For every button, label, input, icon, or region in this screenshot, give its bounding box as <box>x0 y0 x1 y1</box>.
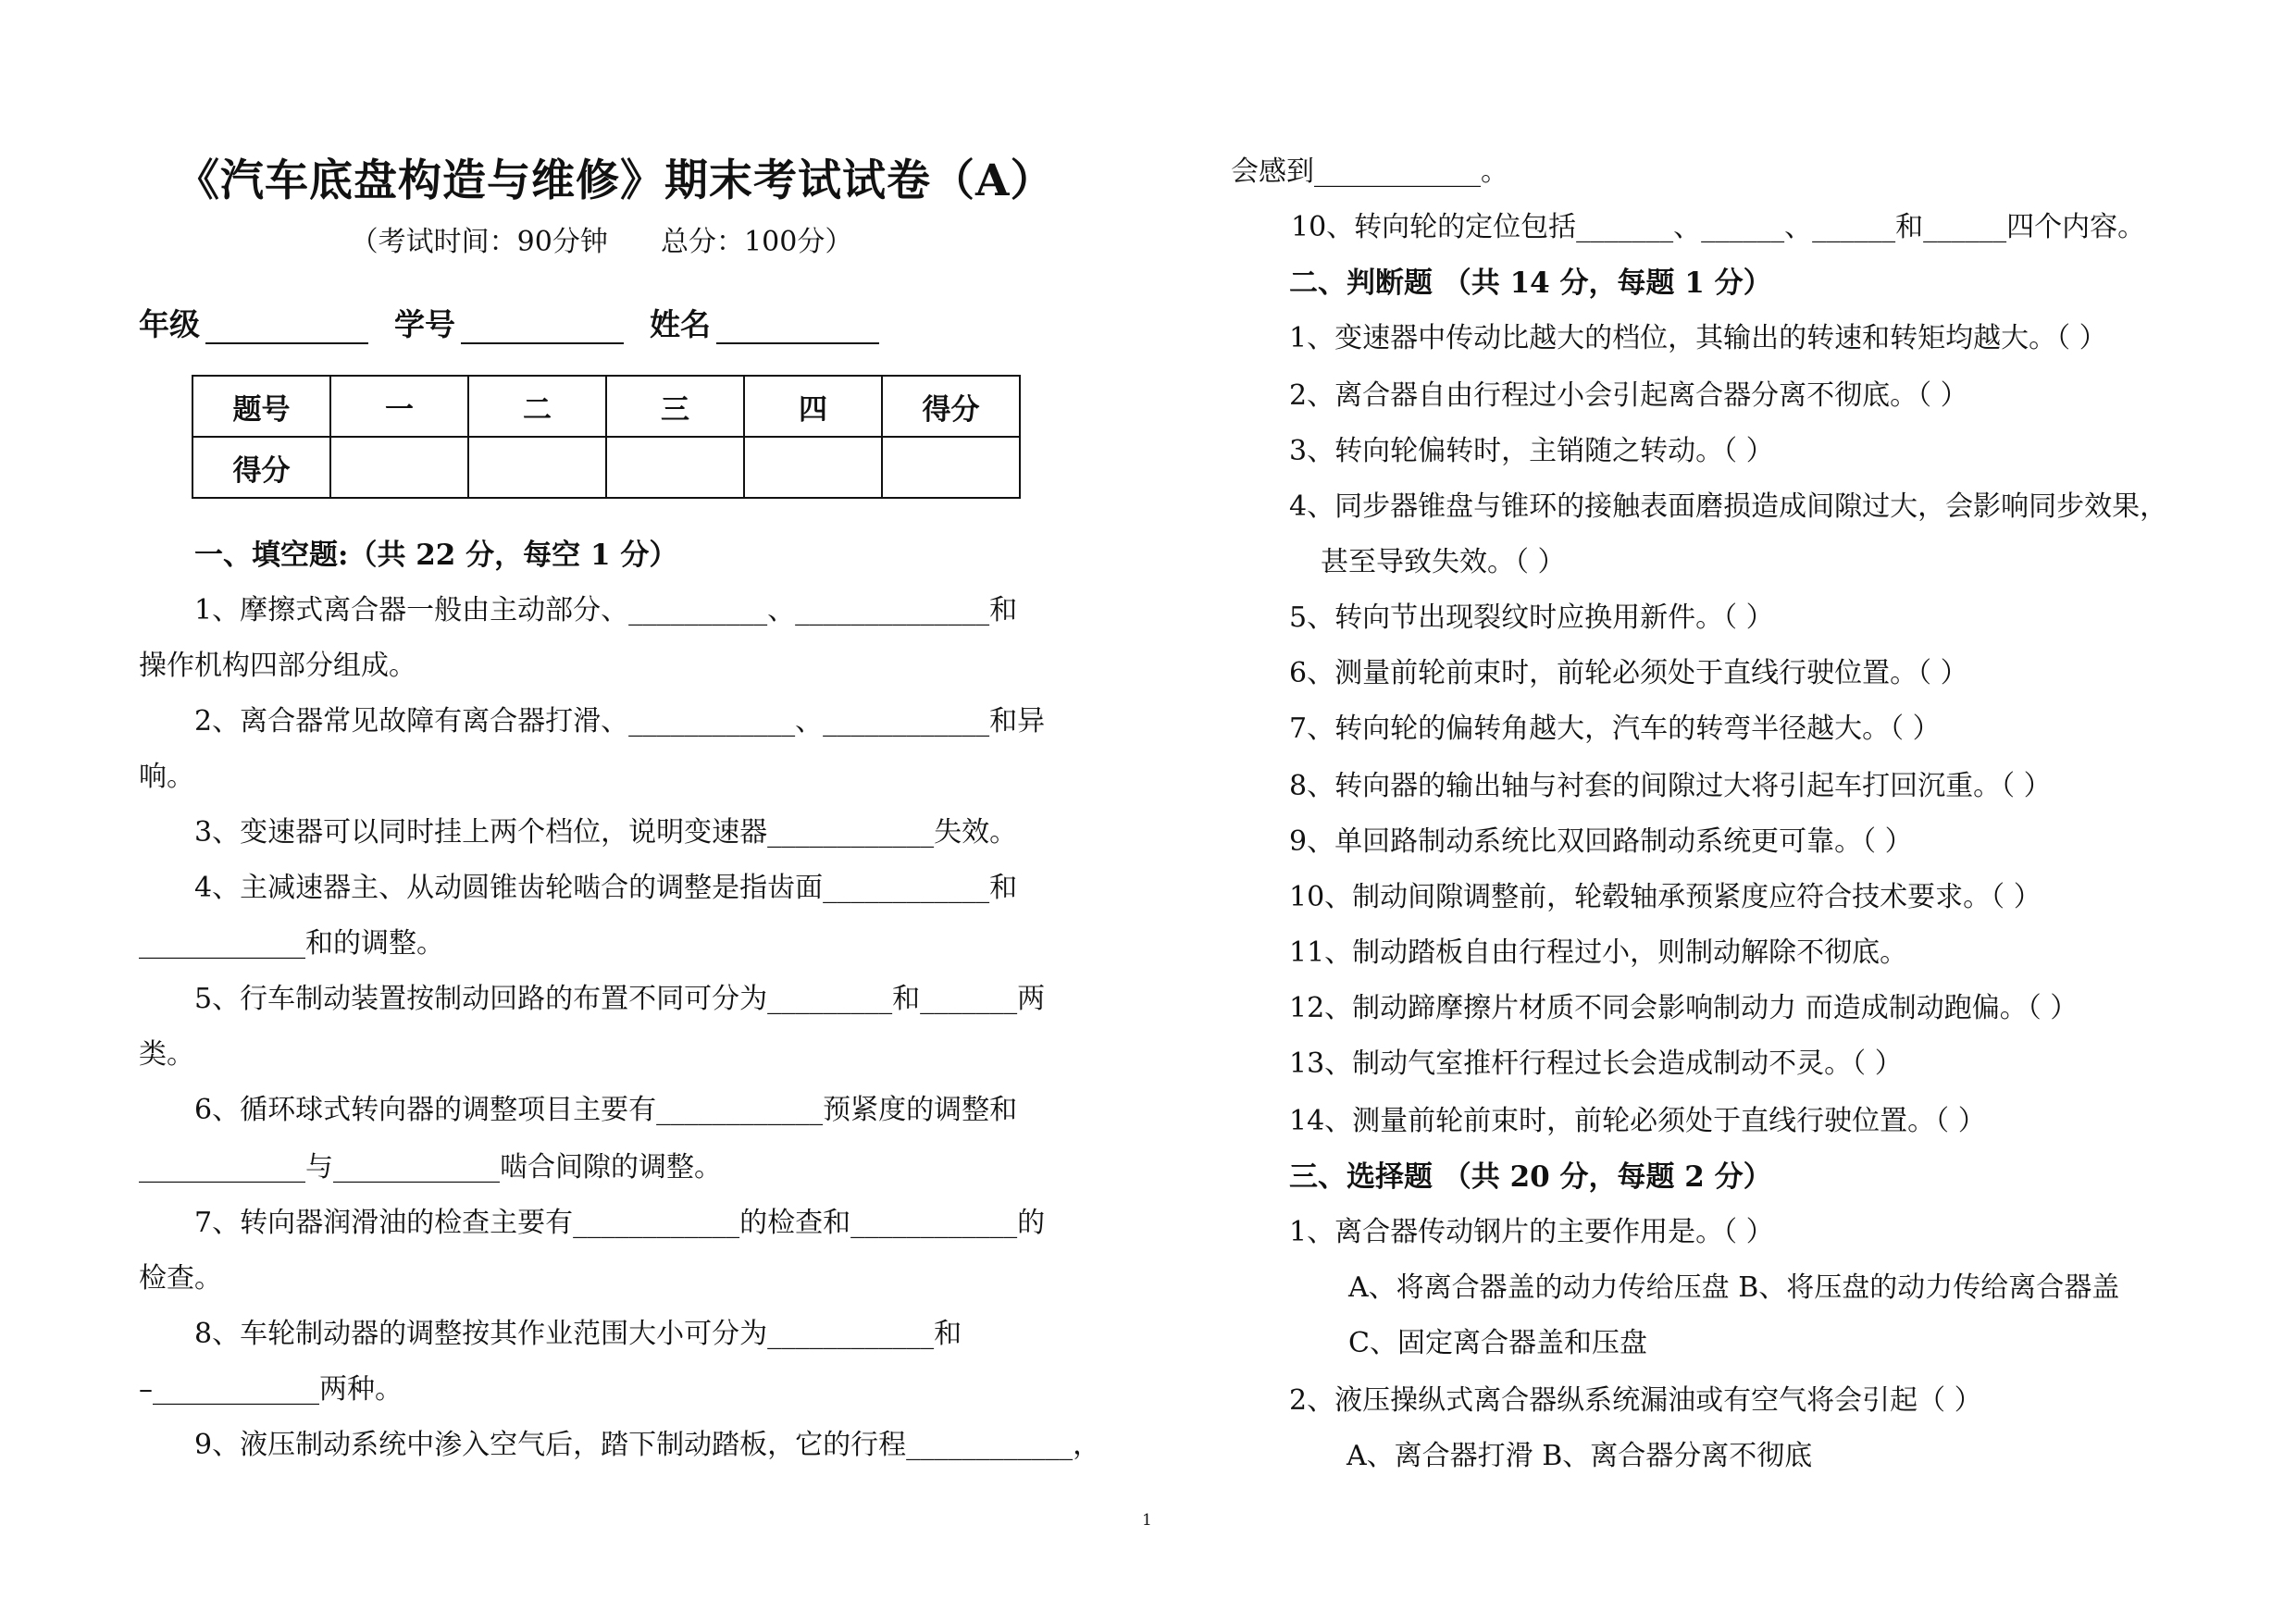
choice-line: C、固定离合器盖和压盘 <box>1348 1327 1647 1359</box>
question-line: 6、循环球式转向器的调整项目主要有____________预紧度的调整和 <box>194 1094 1018 1126</box>
question-line: 9、单回路制动系统比双回路制动系统更可靠。（ ） <box>1289 825 1913 858</box>
grade-blank[interactable] <box>205 315 368 344</box>
score-cell[interactable] <box>468 437 606 498</box>
question-line: ____________和的调整。 <box>139 927 444 960</box>
exam-title: 《汽车底盘构造与维修》期末考试试卷（A） <box>176 155 1055 206</box>
question-line: 甚至导致失效。（ ） <box>1321 546 1566 578</box>
question-line: 4、同步器锥盘与锥环的接触表面磨损造成间隙过大，会影响同步效果， <box>1289 490 2168 523</box>
question-line: 2、离合器自由行程过小会引起离合器分离不彻底。（ ） <box>1289 379 1968 412</box>
question-line: 5、行车制动装置按制动回路的布置不同可分为_________和_______两 <box>194 983 1046 1015</box>
score-cell[interactable] <box>606 437 744 498</box>
choice-line: A、离合器打滑 B、离合器分离不彻底 <box>1347 1440 1813 1472</box>
question-line: 5、转向节出现裂纹时应换用新件。（ ） <box>1289 601 1774 634</box>
section-fill-blank-heading: 一、填空题:（共 22 分，每空 1 分） <box>194 539 678 572</box>
score-cell[interactable] <box>330 437 468 498</box>
question-line: 7、转向器润滑油的检查主要有____________的检查和____________的 <box>194 1207 1046 1239</box>
question-line: 9、液压制动系统中渗入空气后，踏下制动踏板，它的行程____________， <box>194 1429 1101 1461</box>
score-header-cell: 二 <box>468 376 606 437</box>
name-label: 姓名 <box>650 306 711 342</box>
question-line: 11、制动踏板自由行程过小，则制动解除不彻底。 <box>1289 936 1908 969</box>
name-blank[interactable] <box>716 315 879 344</box>
choice-line: A、将离合器盖的动力传给压盘 B、将压盘的动力传给离合器盖 <box>1348 1271 2120 1304</box>
exam-subtitle: （考试时间：90分钟 总分：100分） <box>350 226 853 258</box>
question-line: ____________与____________啮合间隙的调整。 <box>139 1151 722 1184</box>
question-line: 类。 <box>139 1038 194 1071</box>
score-header-cell: 四 <box>744 376 882 437</box>
question-line: 响。 <box>139 761 194 793</box>
student-info <box>139 301 905 344</box>
question-line: 10、转向轮的定位包括_______、______、______和______四个内容。 <box>1291 211 2146 243</box>
question-line: 14、测量前轮前束时，前轮必须处于直线行驶位置。（ ） <box>1289 1105 1986 1137</box>
id-blank[interactable] <box>461 315 624 344</box>
question-line: 6、测量前轮前束时，前轮必须处于直线行驶位置。（ ） <box>1289 657 1968 689</box>
score-table-value-row <box>192 437 1020 498</box>
question-line: 13、制动气室推杆行程过长会造成制动不灵。（ ） <box>1289 1048 1903 1080</box>
question-line: 4、主减速器主、从动圆锥齿轮啮合的调整是指齿面____________和 <box>194 872 1018 904</box>
score-header-cell: 题号 <box>192 376 330 437</box>
question-line: 2、液压操纵式离合器纵系统漏油或有空气将会引起（ ） <box>1289 1384 1982 1417</box>
question-line: 1、摩擦式离合器一般由主动部分、__________、______________和 <box>194 594 1018 626</box>
question-line: 1、变速器中传动比越大的档位，其输出的转速和转矩均越大。（ ） <box>1289 322 2107 354</box>
score-header-cell: 得分 <box>882 376 1020 437</box>
question-line: 8、车轮制动器的调整按其作业范围大小可分为____________和 <box>194 1318 962 1350</box>
section-multiple-choice-heading: 三、选择题 （共 20 分，每题 2 分） <box>1289 1160 1772 1194</box>
question-line: –____________两种。 <box>139 1373 403 1406</box>
question-line: 7、转向轮的偏转角越大，汽车的转弯半径越大。（ ） <box>1289 713 1941 745</box>
question-line: 10、制动间隙调整前，轮毂轴承预紧度应符合技术要求。（ ） <box>1289 881 2042 913</box>
question-line: 3、转向轮偏转时，主销随之转动。（ ） <box>1289 435 1774 467</box>
page-number: 1 <box>1142 1511 1152 1530</box>
id-label: 学号 <box>394 306 455 342</box>
score-table-header-row <box>192 376 1020 437</box>
question-line: 3、变速器可以同时挂上两个档位，说明变速器____________失效。 <box>194 816 1018 849</box>
question-line: 12、制动蹄摩擦片材质不同会影响制动力 而造成制动跑偏。（ ） <box>1289 992 2079 1024</box>
question-line: 操作机构四部分组成。 <box>139 650 416 682</box>
score-header-cell: 一 <box>330 376 468 437</box>
question-line: 会感到____________。 <box>1231 155 1508 188</box>
score-table <box>192 375 1021 499</box>
question-line: 8、转向器的输出轴与衬套的间隙过大将引起车打回沉重。（ ） <box>1289 770 2052 802</box>
question-line: 1、离合器传动钢片的主要作用是。（ ） <box>1289 1216 1774 1248</box>
question-line: 检查。 <box>139 1262 222 1295</box>
grade-label: 年级 <box>139 306 200 342</box>
score-row-label: 得分 <box>192 437 330 498</box>
section-true-false-heading: 二、判断题 （共 14 分，每题 1 分） <box>1289 267 1772 300</box>
score-header-cell: 三 <box>606 376 744 437</box>
score-cell[interactable] <box>882 437 1020 498</box>
score-cell[interactable] <box>744 437 882 498</box>
question-line: 2、离合器常见故障有离合器打滑、____________、____________和异 <box>194 705 1046 738</box>
